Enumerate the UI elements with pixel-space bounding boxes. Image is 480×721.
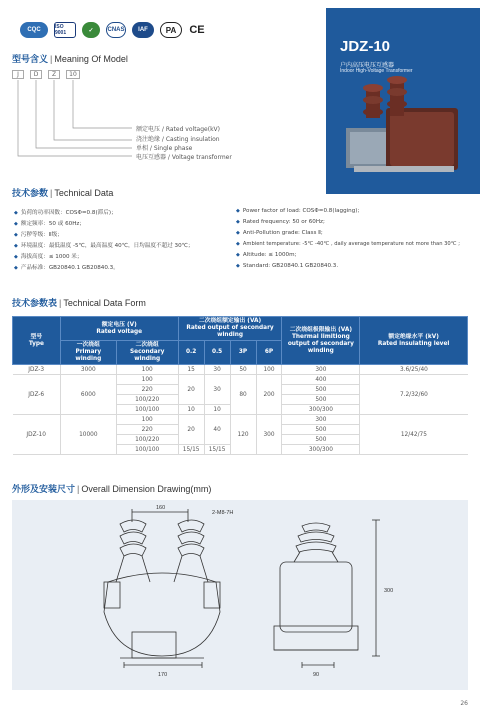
page-number: 26 [460, 700, 468, 707]
drawing-title-en: Overall Dimension Drawing(mm) [81, 484, 212, 494]
spec-right-5: ◆ Altitude: ≤ 1000m; [236, 252, 296, 258]
dim-300: 300 [384, 588, 394, 594]
dim-90: 90 [313, 672, 320, 678]
certification-logos [20, 22, 206, 38]
product-subtitle-cn: 户内高压电压互感器 [340, 62, 395, 69]
model-meaning-phase: 单相 / Single phase [136, 145, 193, 152]
header-insulating-level: 额定绝缘水平 (kV) Rated insulating level [360, 317, 468, 365]
product-photo [326, 8, 480, 194]
header-rated-voltage: 额定电压 (V) Rated voltage [60, 317, 178, 341]
form-section-title: 技术参数表 | Technical Data Form [12, 298, 146, 308]
tech-section-title: 技术参数 | Technical Data [12, 188, 114, 198]
model-box-d: D [30, 70, 42, 79]
drawing-section-title: 外形及安装尺寸 | Overall Dimension Drawing(mm) [12, 484, 212, 494]
product-title: JDZ-10 [340, 38, 391, 55]
header-class-6p: 6P [256, 341, 282, 365]
cqc-logo-icon: CQC [20, 22, 48, 38]
header-secondary: 二次绕组 Secondary winding [116, 341, 178, 365]
model-box-z: Z [48, 70, 60, 79]
model-section-title: 型号含义 | Meaning Of Model [12, 54, 128, 64]
header-rated-output: 二次绕组额定输出 (VA) Rated output of secondary winding [178, 317, 282, 341]
header-class-02: 0.2 [178, 341, 204, 365]
table-row: JDZ-6 6000 100 20 30 80 200 400 7.2/32/60 [13, 375, 468, 385]
model-meaning-insulation: 浇注绝缘 / Casting insulation [136, 136, 220, 143]
form-title-cn: 技术参数表 [12, 298, 58, 308]
pa-logo-icon: PA [160, 22, 182, 38]
dim-160: 160 [156, 505, 166, 511]
table-row: JDZ-10 10000 100 20 40 120 300 300 12/42/75 [13, 415, 468, 425]
drawing-title-cn: 外形及安装尺寸 [12, 484, 76, 494]
spec-right-1: ◆ Power factor of load: COSΦ=0.8(lagging); [236, 208, 359, 214]
tech-title-cn: 技术参数 [12, 188, 49, 198]
spec-left-3: ◆ 污秽等级：Ⅱ级； [14, 230, 63, 238]
form-title-en: Technical Data Form [63, 298, 146, 308]
model-meaning-transformer: 电压互感器 / Voltage transformer [136, 154, 232, 161]
table-row: 100/100 15/15 15/15 300/300 [13, 445, 468, 455]
spec-right-2: ◆ Rated frequency: 50 or 60Hz; [236, 219, 325, 225]
cnas-logo-icon: CNAS [106, 22, 126, 38]
spec-left-4: ◆ 环境温度：最低温度 -5℃，最高温度 40℃，日均温度不超过 30℃； [14, 241, 194, 249]
table-header-row [13, 317, 468, 341]
model-box-j: J [12, 70, 24, 79]
dimension-drawing [12, 500, 468, 690]
technical-data-table [12, 316, 468, 455]
model-title-cn: 型号含义 [12, 54, 49, 64]
check-logo-icon: ✓ [82, 22, 100, 38]
model-meaning-voltage: 额定电压 / Rated voltage(kV) [136, 126, 220, 133]
spec-left-6: ◆ 产品标准：GB20840.1 GB20840.3。 [14, 263, 119, 271]
iaf-logo-icon: IAF [132, 22, 154, 38]
dim-170: 170 [158, 672, 168, 678]
spec-left-1: ◆ 负荷的功率因数：COSΦ=0.8(滞后)； [14, 208, 117, 216]
table-row: JDZ-3 3000 100 15 30 50 100 300 3.6/25/40 [13, 365, 468, 375]
spec-left-2: ◆ 额定频率：50 或 60Hz； [14, 219, 85, 227]
ce-logo-icon: CE [189, 24, 205, 36]
model-connector-lines [0, 78, 140, 168]
dim-thread: 2-M8-7H [212, 510, 234, 516]
table-row: 100/100 10 10 300/300 [13, 405, 468, 415]
table-row: 220 500 [13, 425, 468, 435]
dimension-drawing-svg [12, 500, 468, 690]
table-row: 100/220 500 [13, 395, 468, 405]
spec-right-6: ◆ Standard: GB20840.1 GB20840.3. [236, 263, 338, 269]
header-type: 型号 Type [13, 317, 61, 365]
header-thermal-output: 二次绕组极限输出 (VA) Thermal limitiong output of secondary winding [282, 317, 360, 365]
table-row: 100/220 500 [13, 435, 468, 445]
header-class-3p: 3P [230, 341, 256, 365]
spec-left-5: ◆ 海拔高度：≤ 1000 米； [14, 252, 83, 260]
header-class-05: 0.5 [204, 341, 230, 365]
product-subtitle-en: Indoor High-Voltage Transformer [340, 68, 413, 74]
header-primary: 一次绕组 Primary winding [60, 341, 116, 365]
tech-title-en: Technical Data [54, 188, 114, 198]
model-box-10: 10 [66, 70, 80, 79]
iso-logo-icon: ISO 9001 [54, 22, 76, 38]
model-title-en: Meaning Of Model [54, 54, 128, 64]
spec-right-3: ◆ Anti-Pollution grade: Class Ⅱ; [236, 230, 323, 236]
spec-right-4: ◆ Ambient temperature: -5℃ -40℃ , daily average temperature not more than 30℃ ; [236, 241, 460, 247]
product-hero-panel [326, 8, 480, 194]
table-row: 220 500 [13, 385, 468, 395]
